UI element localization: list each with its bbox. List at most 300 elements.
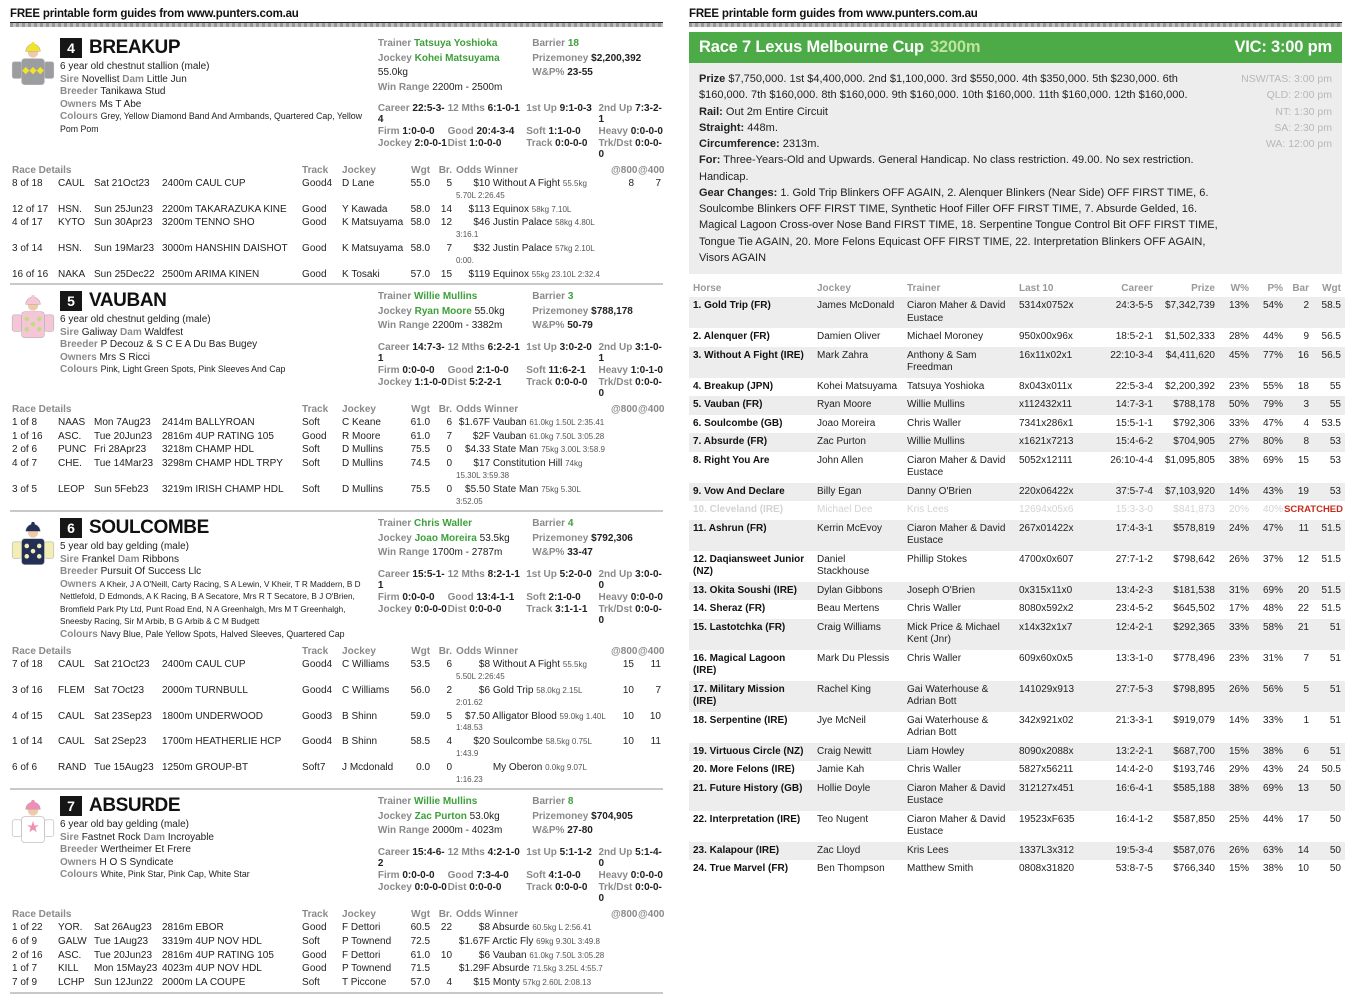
- runner-win-pct: 50%: [1228, 399, 1249, 411]
- runner-trainer: Gai Waterhouse & Adrian Bott: [907, 714, 989, 739]
- stat-item: 1st Up 3:0-2-0: [526, 341, 592, 353]
- runner-last10: 8080x592x2: [1019, 603, 1074, 615]
- runner-win-pct: 38%: [1228, 782, 1249, 794]
- horse-desc: 6 year old bay gelding (male): [60, 819, 189, 831]
- runner-jockey: Joao Moreira: [817, 417, 876, 429]
- runner-prize: $766,340: [1173, 863, 1215, 875]
- race-row: 6 of 9 GALW Tue 1Aug23 3319m 4UP NOV HDL Soft P Townend 72.5 $1.67F Arctic Fly 69kg 9.30L 3:49.8: [12, 935, 600, 947]
- runner-last10: 16x11x02x1: [1019, 349, 1073, 361]
- career-stats-grid: [378, 103, 663, 160]
- runner-name: 12. Daqiansweet Junior (NZ): [693, 553, 805, 578]
- runner-weight: 50: [1329, 844, 1341, 856]
- race-row: 1 of 8 NAAS Mon 7Aug23 2414m BALLYROAN Soft C Keane 61.0 6 $1.67F Vauban 61.0kg 1.50L 2:35.41: [12, 416, 605, 428]
- runner-name: 9. Vow And Declare: [693, 485, 785, 497]
- runner-place-pct: 69%: [1262, 782, 1283, 794]
- horse-side-stats: Trainer Chris Waller Jockey Joao Moreira 53.5kg Win Range 1700m - 2787m Barrier 4 Prizemoney $792,306 W&P% 33-47 Career 15:5-1-1 12 Mths 8:2-1-1 1st Up 5:2-0-0 2nd Up 3:0-0-0 Firm 0:0-0-0 Good 13:4-1-1 Soft 2:1-0-0 Heavy 0:0-0-0 Jockey 0:0-0-0 Dist 0:0-0-0 Track 3:1-1-1 Trk/Dst 0:0-0-0: [377, 518, 663, 626]
- runner-jockey: Craig Newitt: [817, 745, 872, 757]
- runner-weight: 55: [1329, 399, 1341, 411]
- stat-item: 1st Up 5:2-0-0: [526, 568, 592, 580]
- runner-win-pct: 26%: [1228, 683, 1249, 695]
- runner-name: 22. Interpretation (IRE): [693, 813, 801, 825]
- runner-name: 23. Kalapour (IRE): [693, 844, 780, 856]
- runner-last10: x1621x7213: [1019, 436, 1074, 448]
- horse-number: 6: [60, 518, 82, 538]
- runner-career: 17:4-3-1: [1115, 522, 1153, 534]
- race-local-time: VIC: 3:00 pm: [1234, 38, 1332, 56]
- horse-desc: 5 year old bay gelding (male): [60, 541, 189, 553]
- runner-row: [689, 378, 1345, 397]
- horse-desc: 6 year old chestnut gelding (male): [60, 314, 211, 326]
- horse-name: BREAKUP: [89, 37, 181, 58]
- runner-last10: 0808x31820: [1019, 863, 1075, 875]
- runner-jockey: Hollie Doyle: [817, 782, 871, 794]
- runner-career: 22:5-3-4: [1115, 380, 1153, 392]
- runner-win-pct: 13%: [1228, 300, 1249, 312]
- runner-jockey: Rachel King: [817, 683, 871, 695]
- runner-jockey: Mark Zahra: [817, 349, 869, 361]
- runner-weight: 53: [1329, 485, 1341, 497]
- runner-last10: 19523xF635: [1019, 813, 1075, 825]
- runner-name: 5. Vauban (FR): [693, 399, 763, 411]
- page-header-left: FREE printable form guides from www.punters.com.au: [10, 8, 299, 20]
- stat-item: 12 Mths 6:1-0-1: [447, 103, 520, 114]
- runner-prize: $193,746: [1173, 764, 1215, 776]
- runner-win-pct: 20%: [1228, 504, 1249, 516]
- runner-win-pct: 15%: [1228, 863, 1249, 875]
- page-left: [10, 8, 665, 989]
- runner-place-pct: 40%: [1262, 504, 1283, 516]
- runner-last10: 12694x05x6: [1019, 504, 1074, 516]
- runner-jockey: Daniel Stackhouse: [817, 553, 870, 578]
- runner-prize: $585,188: [1173, 782, 1215, 794]
- runner-win-pct: 17%: [1228, 603, 1249, 615]
- runner-name: 14. Sheraz (FR): [693, 603, 766, 615]
- race-row: 3 of 14 HSN. Sun 19Mar23 3000m HANSHIN DAISHOT Good K Matsuyama 58.0 7 $32 Justin Palace 57kg 2.10L 0:00.: [12, 242, 595, 265]
- runner-win-pct: 28%: [1228, 331, 1249, 343]
- runner-place-pct: 33%: [1262, 714, 1283, 726]
- runner-weight: 51.5: [1321, 553, 1341, 565]
- runner-place-pct: 69%: [1262, 454, 1283, 466]
- runner-weight: 56.5: [1321, 331, 1341, 343]
- race-title: Race 7 Lexus Melbourne Cup: [699, 38, 924, 56]
- runner-row: [689, 415, 1345, 434]
- runner-trainer: Anthony & Sam Freedman: [907, 349, 977, 374]
- runner-last10: 5827x56211: [1019, 764, 1074, 776]
- stat-item: Firm 0:0-0-0: [377, 869, 435, 881]
- runner-career: 13:2-2-1: [1115, 745, 1153, 757]
- runner-row: [689, 743, 1345, 762]
- runner-name: 16. Magical Lagoon (IRE): [693, 652, 786, 677]
- horse-number: 7: [60, 796, 82, 816]
- timezone-item: NT: 1:30 pm: [1275, 105, 1332, 118]
- runner-name: 17. Military Mission (IRE): [693, 683, 785, 708]
- runner-career: 53:8-7-5: [1115, 863, 1153, 875]
- runner-trainer: Matthew Smith: [907, 863, 974, 875]
- runner-win-pct: 23%: [1228, 380, 1249, 392]
- runner-win-pct: 24%: [1228, 522, 1249, 534]
- career-stats-grid: [378, 847, 663, 904]
- runner-row: [689, 712, 1345, 743]
- runner-barrier: 19: [1297, 485, 1309, 497]
- runner-last10: 0x315x11x0: [1019, 584, 1073, 596]
- runner-last10: 312127x451: [1019, 782, 1075, 794]
- runner-jockey: John Allen: [817, 454, 864, 466]
- horse-pedigree: 6 year old chestnut gelding (male) Sire Galiway Dam Waldfest Breeder P Decouz & S C E A Du Bas Bugey Owners Mrs S Ricci Colours Pink, Light Green Spots, Pink Sleeves And Cap: [60, 314, 368, 377]
- runner-row: [689, 433, 1345, 452]
- horse-side-stats: Trainer Willie Mullins Jockey Zac Purton 53.0kg Win Range 2000m - 4023m Barrier 8 Prizemoney $704,905 W&P% 27-80 Career 15:4-6-2 12 Mths 4:2-1-0 1st Up 5:1-1-2 2nd Up 5:1-4-0 Firm 0:0-0-0 Good 7:3-4-0 Soft 4:1-0-0 Heavy 0:0-0-0 Jockey 0:0-0-0 Dist 0:0-0-0 Track 0:0-0-0 Trk/Dst 0:0-0-0: [377, 796, 663, 904]
- runner-career: 13:3-1-0: [1115, 652, 1153, 664]
- stat-item: Track 0:0-0-0: [526, 376, 588, 388]
- stat-item: 12 Mths 6:2-2-1: [447, 341, 520, 353]
- runner-trainer: Kris Lees: [907, 844, 949, 856]
- timezone-item: QLD: 2:00 pm: [1266, 89, 1332, 102]
- race-conditions-text: Prize $7,750,000. 1st $4,400,000. 2nd $1,100,000. 3rd $550,000. 4th $350,000. 5th $230,000. 6th $160,000. 7th $160,000. 8th $160,000. 9th $160,000. 10th $160,000. 11th $160,000. 12th $160,000. Rail: Out 2m Entire Circuit Straight: 448m. Circumference: 2313m. For: Three-Years-Old and Upwards. General Handicap. No class restriction. 49.00. No sex restriction. Handicap. Gear Changes: 1. Gold Trip Blinkers OFF AGAIN, 2. Alenquer Blinkers (Near Side) OFF FIRST TIME, 6. Soulcombe Blinkers OFF FIRST TIME, Synthetic Hoof Filler OFF FIRST TIME, 7. Absurde Gelded, 16. Magical Lagoon Cross-over Nose Band FIRST TIME, 18. Serpentine Tongue Control Bit OFF FIRST TIME, Tongue Tie AGAIN, 20. More Felons Equicast OFF FIRST TIME, 22. Interpretation Blinkers OFF AGAIN, Visors AGAIN: [699, 73, 1218, 264]
- runner-weight: 55: [1329, 380, 1341, 392]
- runner-trainer: Chris Waller: [907, 764, 962, 776]
- runner-row: [689, 860, 1345, 879]
- runner-jockey: Michael Dee: [817, 504, 873, 516]
- runner-jockey: Kohei Matsuyama: [817, 380, 898, 392]
- runner-trainer: Chris Waller: [907, 652, 962, 664]
- runner-place-pct: 55%: [1262, 380, 1283, 392]
- stat-item: 12 Mths 4:2-1-0: [447, 846, 520, 858]
- stat-item: Jockey 2:0-0-1: [377, 138, 447, 149]
- runner-jockey: Ryan Moore: [817, 399, 872, 411]
- runner-prize: $587,076: [1173, 844, 1215, 856]
- runner-row: [689, 650, 1345, 681]
- runner-last10: 267x01422x: [1019, 522, 1074, 534]
- timezone-item: NSW/TAS: 3:00 pm: [1241, 73, 1332, 85]
- page-right: [689, 8, 1342, 874]
- runner-last10: x112432x11: [1019, 399, 1073, 411]
- runner-barrier: 15: [1297, 454, 1309, 466]
- runner-barrier: 13: [1297, 782, 1309, 794]
- runner-jockey: Ben Thompson: [817, 863, 885, 875]
- runner-career: 15:5-1-1: [1115, 417, 1153, 429]
- timezone-list: [1241, 71, 1332, 152]
- runner-weight: 51.5: [1321, 603, 1341, 615]
- header-rule: [689, 22, 1342, 27]
- runner-weight: 51.5: [1321, 584, 1341, 596]
- runner-barrier: 5: [1303, 683, 1309, 695]
- runner-win-pct: 26%: [1228, 553, 1249, 565]
- runner-name: 19. Virtuous Circle (NZ): [693, 745, 804, 757]
- race-history-table: [10, 908, 663, 990]
- race-row: 7 of 9 LCHP Sun 12Jun22 2000m LA COUPE Soft T Piccone 57.0 4 $15 Monty 57kg 2.60L 2:08.13: [12, 977, 592, 989]
- runner-row: [689, 582, 1345, 601]
- race-row: 8 of 18 CAUL Sat 21Oct23 2400m CAUL CUP Good4 D Lane 55.0 5 $10 Without A Fight 55.5kg 5.70L 2:26.45 8 7: [12, 178, 661, 200]
- runner-place-pct: 31%: [1262, 652, 1283, 664]
- runner-win-pct: 45%: [1228, 349, 1249, 361]
- runner-prize: $788,178: [1173, 399, 1215, 411]
- runner-place-pct: 56%: [1262, 683, 1283, 695]
- stat-item: Career 22:5-3-4: [377, 103, 445, 125]
- race-row: 12 of 17 HSN. Sun 25Jun23 2200m TAKARAZUKA KINE Good Y Kawada 58.0 14 $113 Equinox 58kg 7.10L: [12, 203, 572, 215]
- race-row: 2 of 16 ASC. Tue 20Jun23 2816m 4UP RATING 105 Good F Dettori 61.0 10 $6 Vauban 61.0kg 7.50L 3:05.28: [12, 949, 605, 961]
- stat-item: Career 15:5-1-1: [377, 568, 445, 591]
- runner-row: [689, 780, 1345, 811]
- runner-row: [689, 619, 1345, 650]
- stat-item: Firm 1:0-0-0: [377, 126, 435, 137]
- runner-place-pct: 77%: [1262, 349, 1283, 361]
- stat-item: Track 0:0-0-0: [526, 881, 588, 893]
- runner-row: [689, 811, 1345, 842]
- runner-trainer: Willie Mullins: [907, 436, 965, 448]
- jockey-silks-icon: [10, 517, 60, 641]
- runner-place-pct: 69%: [1262, 584, 1283, 596]
- runner-barrier: 1: [1303, 714, 1309, 726]
- runner-name: 4. Breakup (JPN): [693, 380, 774, 392]
- race-row: 4 of 15 CAUL Sat 23Sep23 1800m UNDERWOOD Good3 B Shinn 59.0 5 $7.50 Alligator Blood 59.0kg 1.40L 1:48.53 10 10: [12, 710, 661, 733]
- runner-barrier: 18: [1297, 380, 1309, 392]
- runner-name: 13. Okita Soushi (IRE): [693, 584, 797, 596]
- runner-prize: $841,873: [1173, 504, 1215, 516]
- runner-name: 11. Ashrun (FR): [693, 522, 767, 534]
- runner-last10: 1337L3x312: [1019, 844, 1075, 856]
- runner-barrier: 16: [1297, 349, 1309, 361]
- stat-item: Dist 5:2-2-1: [447, 376, 502, 388]
- runner-weight: 51: [1329, 683, 1341, 695]
- horse-name: VAUBAN: [89, 290, 167, 312]
- runner-prize: $645,502: [1173, 603, 1215, 615]
- runner-last10: 4700x0x607: [1019, 553, 1074, 565]
- runner-last10: x14x32x1x7: [1019, 621, 1073, 633]
- runner-last10: 141029x913: [1019, 683, 1075, 695]
- jockey-silks-icon: [10, 795, 60, 904]
- runner-place-pct: 37%: [1262, 553, 1283, 565]
- runner-trainer: Tatsuya Yoshioka: [907, 380, 985, 392]
- horse-side-stats: Trainer Willie Mullins Jockey Ryan Moore 55.0kg Win Range 2200m - 3382m Barrier 3 Prizemoney $788,178 W&P% 50-79 Career 14:7-3-1 12 Mths 6:2-2-1 1st Up 3:0-2-0 2nd Up 3:1-0-1 Firm 0:0-0-0 Good 2:1-0-0 Soft 11:6-2-1 Heavy 1:0-1-0 Jockey 1:1-0-0 Dist 5:2-2-1 Track 0:0-0-0 Trk/Dst 0:0-0-0: [377, 291, 663, 399]
- race-history-header: Race Details Track Jockey Wgt Br. Odds Winner @800 @400: [12, 646, 665, 658]
- stat-item: Firm 0:0-0-0: [377, 591, 435, 603]
- runner-last10: 342x921x02: [1019, 714, 1074, 726]
- runner-weight: SCRATCHED: [1284, 504, 1343, 516]
- runner-trainer: Ciaron Maher & David Eustace: [907, 300, 1006, 324]
- stat-item: Trk/Dst 0:0-0-0: [598, 881, 662, 904]
- stat-item: Jockey 0:0-0-0: [377, 603, 447, 615]
- runner-career: 21:3-3-1: [1115, 714, 1153, 726]
- runner-career: 19:5-3-4: [1115, 844, 1153, 856]
- runner-prize: $2,200,392: [1164, 380, 1215, 392]
- runner-name: 2. Alenquer (FR): [693, 331, 770, 343]
- runner-trainer: Kris Lees: [907, 504, 949, 516]
- runner-place-pct: 47%: [1262, 417, 1283, 429]
- runner-win-pct: 31%: [1228, 584, 1249, 596]
- runner-win-pct: 27%: [1228, 436, 1249, 448]
- runner-weight: 51: [1329, 714, 1341, 726]
- horse-pedigree: 6 year old chestnut stallion (male) Sire Novellist Dam Little Jun Breeder Tanikawa Stud Owners Ms T Abe Colours Grey, Yellow Diamond Band And Armbands, Quartered Cap, Yellow Pom Pom: [60, 61, 368, 136]
- runner-barrier: 14: [1297, 844, 1309, 856]
- runner-prize: $587,850: [1173, 813, 1215, 825]
- career-stats-grid: [378, 569, 663, 626]
- stat-item: 1st Up 5:1-1-2: [526, 846, 592, 858]
- horse-block-vauban: [10, 285, 663, 512]
- race-row: 1 of 22 YOR. Sat 26Aug23 2816m EBOR Good F Dettori 60.5 22 $8 Absurde 60.5kg L 2:56.41: [12, 921, 592, 933]
- stat-item: Good 20:4-3-4: [447, 126, 515, 137]
- runner-row: [689, 347, 1345, 378]
- runner-weight: 50.5: [1321, 764, 1341, 776]
- runner-row: [689, 483, 1345, 502]
- stat-item: Good 7:3-4-0: [447, 869, 509, 881]
- race-history-header: Race Details Track Jockey Wgt Br. Odds Winner @800 @400: [12, 165, 665, 176]
- runner-weight: 53.5: [1321, 417, 1341, 429]
- runner-trainer: Willie Mullins: [907, 399, 965, 411]
- runner-weight: 50: [1329, 813, 1341, 825]
- runner-place-pct: 44%: [1262, 813, 1283, 825]
- stat-item: Career 14:7-3-1: [377, 341, 445, 364]
- race-row: 1 of 14 CAUL Sat 2Sep23 1700m HEATHERLIE HCP Good4 B Shinn 58.5 4 $20 Soulcombe 58.5kg 0.75L 1:43.9 10 11: [12, 736, 661, 759]
- runner-career: 18:5-2-1: [1115, 331, 1153, 343]
- runner-row: [689, 297, 1345, 328]
- stat-item: Track 0:0-0-0: [526, 138, 588, 149]
- runner-prize: $798,642: [1173, 553, 1215, 565]
- race-distance: 3200m: [929, 38, 981, 56]
- stat-item: Trk/Dst 0:0-0-0: [598, 138, 662, 160]
- runner-prize: $687,700: [1173, 745, 1215, 757]
- runner-weight: 50: [1329, 863, 1341, 875]
- runner-win-pct: 25%: [1228, 813, 1249, 825]
- stat-item: 1st Up 9:1-0-3: [526, 103, 592, 114]
- race-field-table: [689, 279, 1345, 879]
- stat-item: Heavy 0:0-0-0: [598, 126, 663, 137]
- runner-win-pct: 38%: [1228, 454, 1249, 466]
- runner-prize: $704,905: [1173, 436, 1215, 448]
- runner-jockey: Zac Purton: [817, 436, 866, 448]
- runner-trainer: Ciaron Maher & David Eustace: [907, 522, 1006, 547]
- runner-barrier: 24: [1297, 764, 1309, 776]
- horse-number: 4: [60, 38, 82, 58]
- runner-trainer: Danny O'Brien: [907, 485, 972, 497]
- runner-jockey: Teo Nugent: [817, 813, 869, 825]
- stat-item: Trk/Dst 0:0-0-0: [598, 376, 662, 399]
- stat-item: 2nd Up 7:3-2-1: [598, 103, 662, 125]
- race-row: 16 of 16 NAKA Sun 25Dec22 2500m ARIMA KINEN Good K Tosaki 57.0 15 $119 Equinox 55kg 23.10L 2:32.4: [12, 268, 600, 280]
- runner-name: 15. Lastotchka (FR): [693, 621, 786, 633]
- timezone-item: WA: 12:00 pm: [1265, 138, 1332, 151]
- stat-item: 2nd Up 3:0-0-0: [598, 568, 662, 591]
- runner-place-pct: 38%: [1262, 745, 1283, 757]
- stat-item: Soft 4:1-0-0: [526, 869, 581, 881]
- runner-row: [689, 842, 1345, 861]
- runner-trainer: Ciaron Maher & David Eustace: [907, 782, 1006, 807]
- runner-barrier: 3: [1303, 399, 1309, 411]
- runner-row: [689, 452, 1345, 483]
- horse-pedigree: 6 year old bay gelding (male) Sire Fastnet Rock Dam Incroyable Breeder Wertheimer Et Frere Owners H O S Syndicate Colours White, Pink Star, Pink Cap, White Star: [60, 819, 368, 882]
- runner-weight: 53: [1329, 436, 1341, 448]
- stat-item: Dist 0:0-0-0: [447, 603, 502, 615]
- horse-name: SOULCOMBE: [89, 517, 209, 539]
- runner-place-pct: 63%: [1262, 844, 1283, 856]
- runner-barrier: 11: [1298, 522, 1309, 534]
- horse-pedigree: 5 year old bay gelding (male) Sire Frankel Dam Ribbons Breeder Pursuit Of Success Llc Owners A Kheir, J A O'Neill, Carty Racing, S A Lewin, V Kheir, T R Maddern, B D Nettlefold, D Edmonds, A K Racing, B A Secatore, Mrs R T Secatore, B J O'Brien, Bromfield Park Pty Ltd, Punt Road End, N A Greenhalgh, Mrs M T Greenhalgh, Sneesby Racing, Sir M Arbib, B G Arbib & C M Budgett Colours Navy Blue, Pale Yellow Spots, Halved Sleeves, Quartered Cap: [60, 541, 368, 641]
- runner-win-pct: 23%: [1228, 652, 1249, 664]
- runner-win-pct: 26%: [1228, 844, 1249, 856]
- runner-place-pct: 43%: [1262, 764, 1283, 776]
- runner-jockey: Zac Lloyd: [817, 844, 861, 856]
- runner-career: 12:4-2-1: [1115, 621, 1153, 633]
- stat-item: Soft 2:1-0-0: [526, 591, 581, 603]
- runner-career: 27:7-5-3: [1115, 683, 1153, 695]
- stat-item: Heavy 0:0-0-0: [598, 591, 663, 603]
- runner-row: [689, 551, 1345, 582]
- race-history-header: Race Details Track Jockey Wgt Br. Odds Winner @800 @400: [12, 908, 665, 920]
- race-row: 4 of 7 CHE. Tue 14Mar23 3298m CHAMP HDL TRPY Soft D Mullins 74.5 0 $17 Constitution Hill 74kg 15.30L 3:59.38: [12, 458, 583, 481]
- runner-weight: 51: [1329, 621, 1341, 633]
- runner-trainer: Liam Howley: [907, 745, 965, 757]
- runner-barrier: 17: [1297, 813, 1309, 825]
- runner-career: 14:7-3-1: [1115, 399, 1153, 411]
- career-stats-grid: [378, 342, 663, 399]
- runner-name: 8. Right You Are: [693, 454, 770, 466]
- stat-item: Dist 0:0-0-0: [447, 881, 502, 893]
- runner-place-pct: 80%: [1262, 436, 1283, 448]
- stat-item: Dist 1:0-0-0: [447, 138, 502, 149]
- runner-trainer: Phillip Stokes: [907, 553, 968, 565]
- runner-trainer: Joseph O'Brien: [907, 584, 976, 596]
- horse-number: 5: [60, 291, 82, 311]
- horse-name: ABSURDE: [89, 795, 181, 817]
- runner-barrier: 2: [1303, 300, 1309, 312]
- runner-career: 22:10-3-4: [1110, 349, 1153, 361]
- runner-career: 16:4-1-2: [1115, 813, 1153, 825]
- runner-trainer: Chris Waller: [907, 417, 962, 429]
- runner-career: 24:3-5-5: [1115, 300, 1153, 312]
- runner-place-pct: 58%: [1262, 621, 1283, 633]
- runner-prize: $7,103,920: [1164, 485, 1215, 497]
- runner-weight: 51.5: [1321, 522, 1341, 534]
- runner-jockey: Craig Williams: [817, 621, 881, 633]
- runner-place-pct: 47%: [1262, 522, 1283, 534]
- stat-item: Heavy 0:0-0-0: [598, 869, 663, 881]
- stat-item: Career 15:4-6-2: [377, 846, 445, 869]
- runner-place-pct: 43%: [1262, 485, 1283, 497]
- runner-barrier: 9: [1303, 331, 1309, 343]
- stat-item: Jockey 0:0-0-0: [377, 881, 447, 893]
- runner-prize: $798,895: [1173, 683, 1215, 695]
- runner-career: 23:4-5-2: [1115, 603, 1153, 615]
- stat-item: 2nd Up 5:1-4-0: [598, 846, 662, 869]
- runner-row: [689, 681, 1345, 712]
- runner-barrier: 6: [1303, 745, 1309, 757]
- runner-name: 3. Without A Fight (IRE): [693, 349, 804, 361]
- race-history-table: [10, 645, 663, 786]
- horse-block-soulcombe: [10, 512, 663, 790]
- runner-barrier: 12: [1297, 553, 1309, 565]
- runner-barrier: 10: [1297, 863, 1309, 875]
- runner-jockey: James McDonald: [817, 300, 895, 312]
- runner-prize: $1,095,805: [1164, 454, 1215, 466]
- runner-jockey: Dylan Gibbons: [817, 584, 883, 596]
- runner-weight: 58.5: [1321, 300, 1341, 312]
- stat-item: Soft 11:6-2-1: [526, 364, 586, 376]
- runner-weight: 51: [1329, 652, 1341, 664]
- runner-prize: $919,079: [1173, 714, 1215, 726]
- race-row: 7 of 18 CAUL Sat 21Oct23 2400m CAUL CUP Good4 C Williams 53.5 6 $8 Without A Fight 55.5kg 5.50L 2:26:45 15 11: [12, 659, 661, 682]
- runner-jockey: Damien Oliver: [817, 331, 881, 343]
- race-history-table: [10, 403, 663, 509]
- runner-career: 15:3-3-0: [1115, 504, 1153, 516]
- runner-trainer: Chris Waller: [907, 603, 962, 615]
- runner-name: 1. Gold Trip (FR): [693, 300, 771, 312]
- runner-last10: 8090x2088x: [1019, 745, 1074, 757]
- race-title-bar: [689, 32, 1342, 63]
- runner-barrier: 22: [1297, 603, 1309, 615]
- runner-career: 37:5-7-4: [1115, 485, 1153, 497]
- stat-item: 12 Mths 8:2-1-1: [447, 568, 520, 580]
- runner-last10: 5052x12111: [1019, 454, 1073, 466]
- runner-career: 13:4-2-3: [1115, 584, 1153, 596]
- runner-name: 24. True Marvel (FR): [693, 863, 789, 875]
